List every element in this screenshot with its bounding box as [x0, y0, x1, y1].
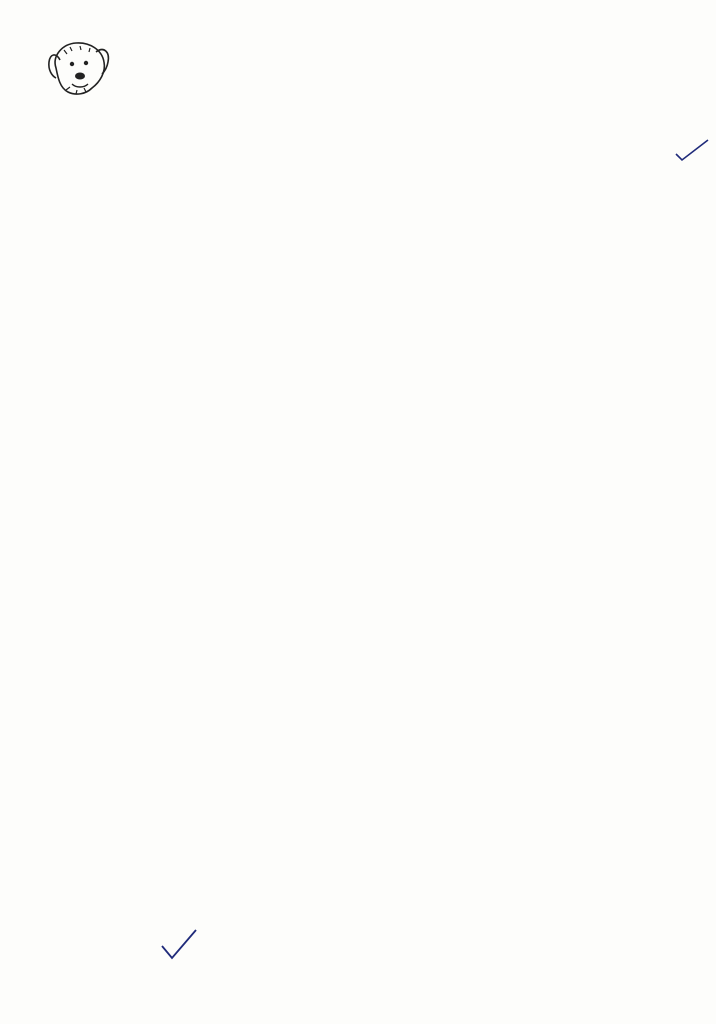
passed-checkmark-icon [160, 928, 200, 962]
